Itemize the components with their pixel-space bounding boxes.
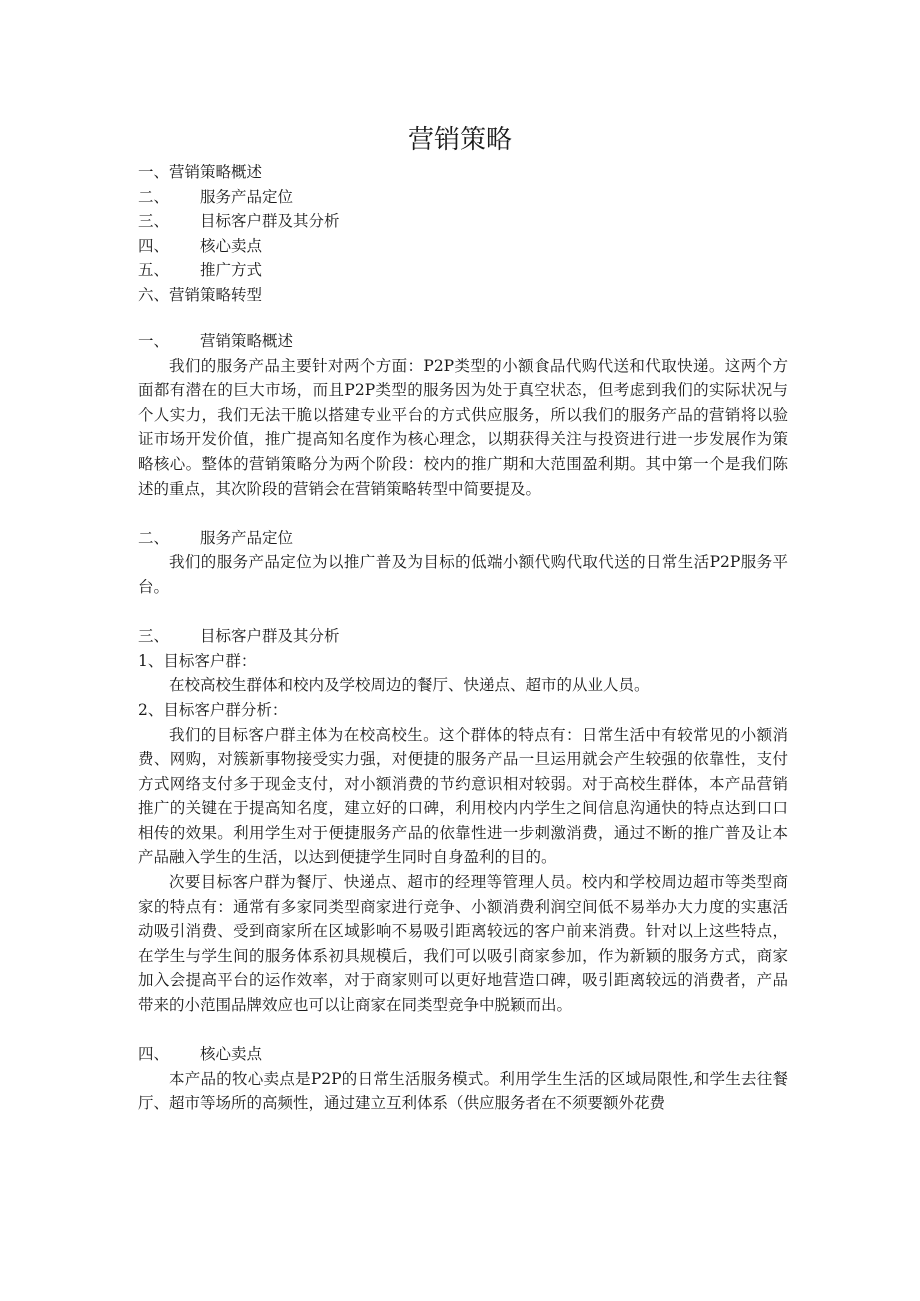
spacer <box>138 501 788 526</box>
section-title: 核心卖点 <box>200 1045 263 1064</box>
section-title: 营销策略概述 <box>200 332 294 350</box>
toc-number: 一、 <box>138 163 170 181</box>
paragraph: 我们的服务产品定位为以推广普及为目标的低端小额代购代取代送的日常生活P2P服务平台。 <box>138 553 788 596</box>
section-number: 三、 <box>138 627 170 646</box>
section-number: 四、 <box>138 1045 170 1064</box>
paragraph: 我们的服务产品主要针对两个方面：P2P类型的小额食品代购代送和代取快递。这两个方面都有潜在的巨大市场，而且P2P类型的服务因为处于真空状态，但考虑到我们的实际状况与个人实力，我们无法干脆以搭建专业平台的方式供应服务，所以我们的服务产品的营销将以验证市场开发价值，推广提高知名度作为核心理念，以期获得关注与投资进行进一步发展作为策略核心。整体的营销策略分为两个阶段：校内的推广期和大范围盈利期。其中第一个是我们陈述的重点，其次阶段的营销会在营销策略转型中简要提及。 <box>138 356 788 498</box>
toc-label: 服务产品定位 <box>200 187 294 206</box>
spacer <box>138 600 788 625</box>
toc-item <box>138 234 788 259</box>
toc-number: 二、 <box>138 187 170 206</box>
section-number: 二、 <box>138 528 170 547</box>
toc-number: 五、 <box>138 261 170 280</box>
toc-item <box>138 283 788 308</box>
toc-label: 核心卖点 <box>200 236 263 255</box>
toc-item <box>138 160 788 185</box>
spacer <box>138 1018 788 1043</box>
document-body <box>138 329 788 1116</box>
paragraph: 在校高校生群体和校内及学校周边的餐厅、快递点、超市的从业人员。 <box>169 676 650 695</box>
toc-item <box>138 258 788 283</box>
subsection-heading: 1、目标客户群： <box>138 651 257 670</box>
paragraph-clip <box>138 1067 788 1116</box>
toc-number: 三、 <box>138 212 170 231</box>
paragraph: 本产品的牧心卖点是P2P的日常生活服务模式。利用学生生活的区域局限性,和学生去往餐厅、超市等场所的高频性，通过建立互利体系（供应服务者在不须要额外花费 <box>138 1069 788 1113</box>
section-heading <box>138 624 788 649</box>
section-heading <box>138 526 788 551</box>
toc-number: 四、 <box>138 236 170 255</box>
toc-number: 六、 <box>138 285 170 304</box>
paragraph: 我们的目标客户群主体为在校高校生。这个群体的特点有：日常生活中有较常见的小额消费、网购，对簇新事物接受实力强，对便捷的服务产品一旦运用就会产生较强的依靠性，支付方式网络支付多于现金支付，对小额消费的节约意识相对较弱。对于高校生群体，本产品营销推广的关键在于提高知名度，建立好的口碑，利用校内内学生之间信息沟通快的特点达到口口相传的效果。利用学生对于便捷服务产品的依靠性进一步刺激消费，通过不断的推广普及让本产品融入学生的生活，以达到便捷学生同时自身盈利的目的。 <box>138 725 788 867</box>
section-number: 一、 <box>138 332 170 350</box>
toc-label: 营销策略转型 <box>169 285 263 304</box>
section-title: 服务产品定位 <box>200 528 294 547</box>
page-title: 营销策略 <box>407 125 512 155</box>
toc-item <box>138 209 788 234</box>
section-heading <box>138 1042 788 1067</box>
toc-label: 营销策略概述 <box>169 163 263 181</box>
paragraph: 次要目标客户群为餐厅、快递点、超市的经理等管理人员。校内和学校周边超市等类型商家的特点有：通常有多家同类型商家进行竞争、小额消费利润空间低不易举办大力度的实惠活动吸引消费、受到商家所在区域影响不易吸引距离较远的客户前来消费。针对以上这些特点，在学生与学生间的服务体系初具规模后，我们可以吸引商家参加，作为新颖的服务方式，商家加入会提高平台的运作效率，对于商家则可以更好地营造口碑，吸引距离较远的消费者，产品带来的小范围品牌效应也可以让商家在同类型竞争中脱颖而出。 <box>138 873 788 1015</box>
toc-item <box>138 185 788 210</box>
section-title: 目标客户群及其分析 <box>200 627 340 646</box>
table-of-contents <box>138 160 788 308</box>
toc-label: 推广方式 <box>200 261 263 280</box>
subsection-heading: 2、目标客户群分析： <box>138 700 288 719</box>
section-heading <box>138 329 788 354</box>
toc-label: 目标客户群及其分析 <box>200 212 340 231</box>
